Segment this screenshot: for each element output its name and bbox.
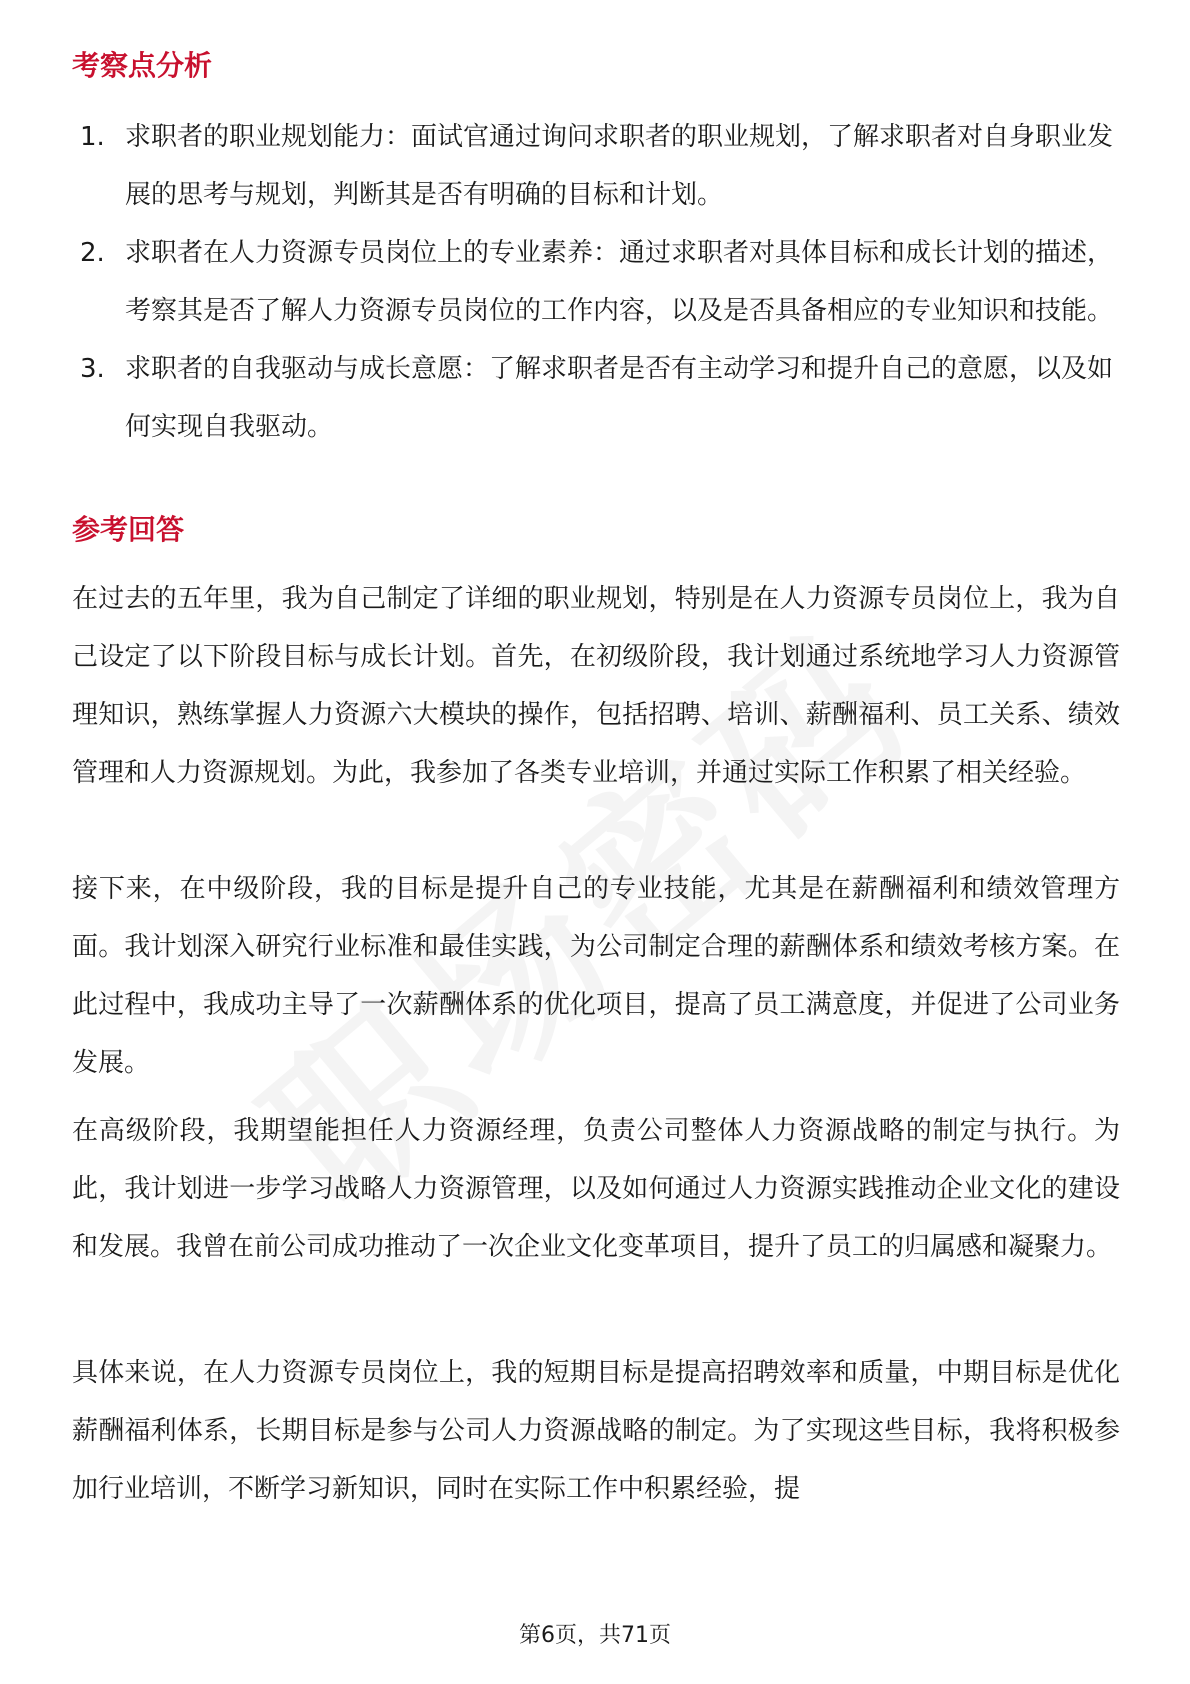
- answer-paragraph: 在过去的五年里，我为自己制定了详细的职业规划，特别是在人力资源专员岗位上，我为自己设定了以下阶段目标与成长计划。首先，在初级阶段，我计划通过系统地学习人力资源管理知识，熟练掌握人力资源六大模块的操作，包括招聘、培训、薪酬福利、员工关系、绩效管理和人力资源规划。为此，我参加了各类专业培训，并通过实际工作积累了相关经验。: [72, 584, 1120, 788]
- page-number: 第6页，共71页: [519, 1623, 671, 1648]
- list-text: 求职者在人力资源专员岗位上的专业素养：通过求职者对具体目标和成长计划的描述，考察其是否了解人力资源专员岗位的工作内容，以及是否具备相应的专业知识和技能。: [125, 238, 1114, 326]
- answer-paragraph: 接下来，在中级阶段，我的目标是提升自己的专业技能，尤其是在薪酬福利和绩效管理方面。我计划深入研究行业标准和最佳实践，为公司制定合理的薪酬体系和绩效考核方案。在此过程中，我成功主导了一次薪酬体系的优化项目，提高了员工满意度，并促进了公司业务发展。: [72, 874, 1120, 1078]
- list-number: 3.: [80, 354, 105, 384]
- list-item: [80, 224, 1120, 340]
- list-item: [80, 108, 1120, 224]
- analysis-list: [80, 108, 1120, 456]
- section-heading-reference-answer: 参考回答: [72, 513, 185, 546]
- list-number: 1.: [80, 122, 105, 152]
- list-text: 求职者的自我驱动与成长意愿：了解求职者是否有主动学习和提升自己的意愿，以及如何实现自我驱动。: [125, 354, 1114, 442]
- answer-paragraph: 具体来说，在人力资源专员岗位上，我的短期目标是提高招聘效率和质量，中期目标是优化薪酬福利体系，长期目标是参与公司人力资源战略的制定。为了实现这些目标，我将积极参加行业培训，不断学习新知识，同时在实际工作中积累经验，提: [72, 1358, 1120, 1504]
- list-text: 求职者的职业规划能力：面试官通过询问求职者的职业规划，了解求职者对自身职业发展的思考与规划，判断其是否有明确的目标和计划。: [125, 122, 1114, 210]
- list-number: 2.: [80, 238, 105, 268]
- list-item: [80, 340, 1120, 456]
- answer-paragraph: 在高级阶段，我期望能担任人力资源经理，负责公司整体人力资源战略的制定与执行。为此，我计划进一步学习战略人力资源管理，以及如何通过人力资源实践推动企业文化的建设和发展。我曾在前公司成功推动了一次企业文化变革项目，提升了员工的归属感和凝聚力。: [72, 1116, 1120, 1262]
- section-heading-analysis: 考察点分析: [72, 49, 213, 82]
